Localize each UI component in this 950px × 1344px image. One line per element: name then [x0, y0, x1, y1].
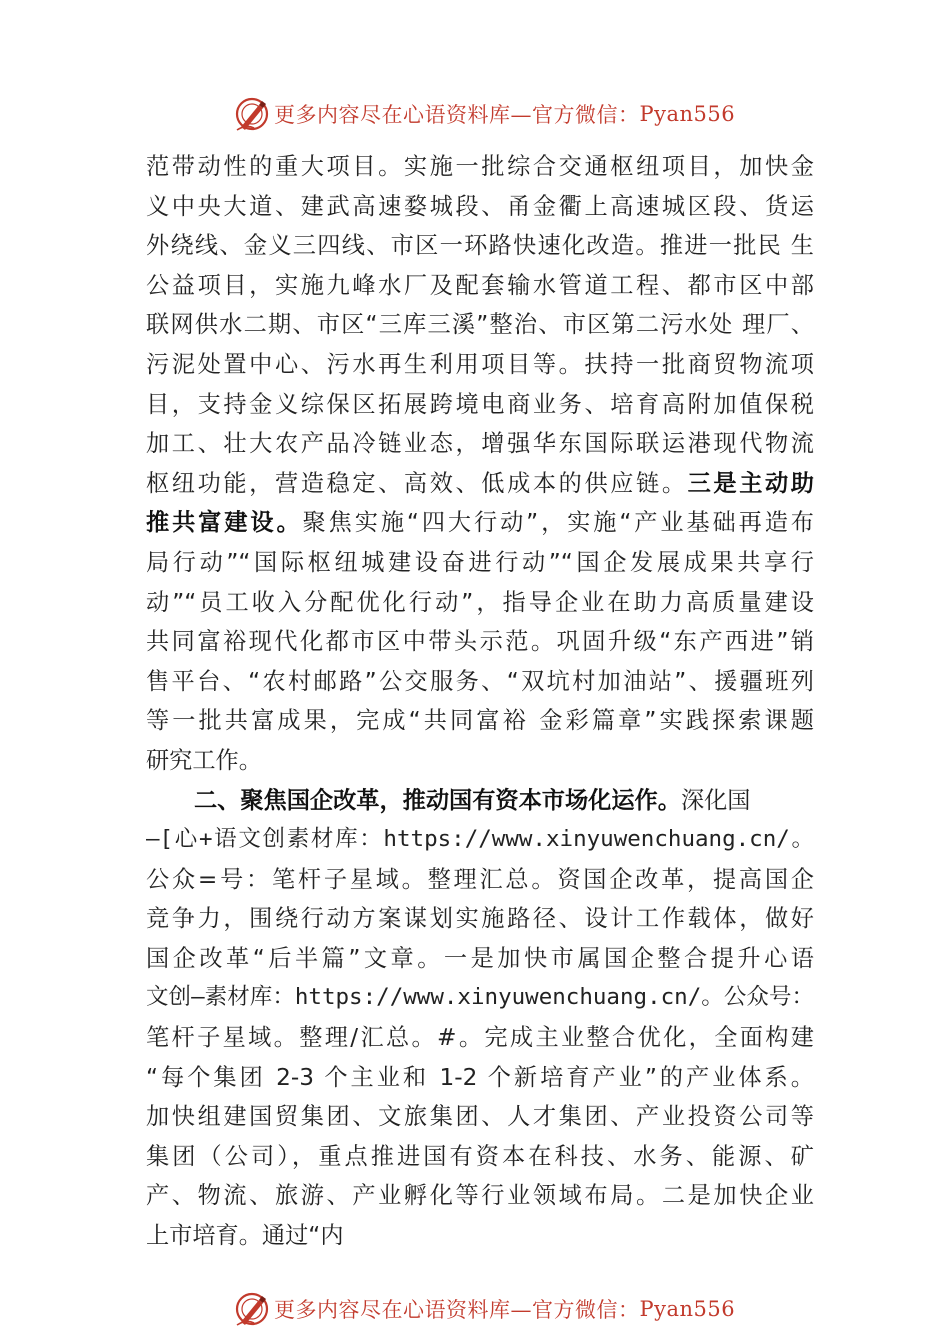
text-line: 局行动”“国际枢纽城建设奋进行动”“国企发展成果共享行: [146, 548, 814, 576]
section-heading: 二、聚焦国企改革，推动国有资本市场化运作。: [194, 786, 681, 814]
text-line: 动”“员工收入分配优化行动”，指导企业在助力高质量建设: [146, 588, 814, 616]
text-line: 外绕线、金义三四线、市区一环路快速化改造。推进一批民 生: [146, 232, 814, 260]
text-line: 竞争力，围绕行动方案谋划实施路径、设计工作载体，做好: [146, 905, 814, 933]
text-line: 文创—素材库：https://www.xinyuwenchuang.cn/。公众号：: [146, 984, 814, 1011]
body-text: [146, 147, 814, 1256]
text-line: 研究工作。: [146, 746, 262, 774]
banner-wechat-id: Pyan556: [639, 1297, 736, 1321]
text-line: —[心+语文创素材库：https://www.xinyuwenchuang.cn/。: [146, 826, 814, 853]
text-line: 加快组建国贸集团、文旅集团、人才集团、产业投资公司等: [146, 1103, 814, 1131]
text-line: “每个集团 2-3 个主业和 1-2 个新培育产业”的产业体系。: [146, 1063, 814, 1091]
text-line: 国企改革“后半篇”文章。一是加快市属国企整合提升心语: [146, 944, 814, 972]
section-heading-line: [146, 781, 814, 821]
text-line: 污泥处置中心、污水再生利用项目等。扶持一批商贸物流项: [146, 350, 814, 378]
banner-text: 更多内容尽在心语资料库—官方微信：: [274, 103, 640, 127]
text-line: 共同富裕现代化都市区中带头示范。巩固升级“东产西进”销: [146, 628, 814, 656]
text-line: 范带动性的重大项目。实施一批综合交通枢纽项目，加快金: [146, 153, 814, 180]
text-line: 公众=号：笔杆子星域。整理汇总。资国企改革，提高国企: [146, 865, 814, 893]
footer-banner: [232, 1287, 752, 1331]
header-banner: [232, 92, 752, 136]
text-line: 目，支持金义综保区拓展跨境电商业务、培育高附加值保税: [146, 390, 814, 418]
text-run: 枢纽功能，营造稳定、高效、低成本的供应链。: [146, 469, 688, 497]
pen-seal-logo-icon: [232, 94, 272, 134]
bold-heading: 推共富建设。: [146, 509, 303, 537]
banner-wechat-id: Pyan556: [639, 102, 736, 126]
text-line: 上市培育。通过“内: [146, 1222, 344, 1250]
text-line: 售平台、“农村邮路”公交服务、“双坑村加油站”、援疆班列: [146, 667, 814, 695]
text-line: 加工、壮大农产品冷链业态，增强华东国际联运港现代物流: [146, 430, 814, 458]
text-line: 义中央大道、建武高速婺城段、甬金衢上高速城区段、货运: [146, 192, 814, 220]
pen-seal-logo-icon: [232, 1289, 272, 1329]
text-line: 笔杆子星域。整理/汇总。#。完成主业整合优化，全面构建: [146, 1024, 814, 1052]
text-line: 联网供水二期、市区“三库三溪”整治、市区第二污水处 理厂、: [146, 311, 814, 339]
text-line: 产、物流、旅游、产业孵化等行业领域布局。二是加快企业: [146, 1182, 814, 1210]
text-line: 公益项目，实施九峰水厂及配套输水管道工程、都市区中部: [146, 271, 814, 299]
text-line: 集团（公司），重点推进国有资本在科技、水务、能源、矿: [146, 1142, 814, 1170]
bold-heading: 三是主动助: [687, 469, 814, 497]
text-line: 等一批共富成果，完成“共同富裕 金彩篇章”实践探索课题: [146, 707, 814, 735]
text-run: 聚焦实施“四大行动”，实施“产业基础再造布: [302, 509, 814, 537]
banner-text: 更多内容尽在心语资料库—官方微信：: [274, 1298, 640, 1322]
text-run: 深化国: [680, 786, 751, 814]
text-line: [146, 464, 814, 504]
text-line: [146, 503, 814, 543]
